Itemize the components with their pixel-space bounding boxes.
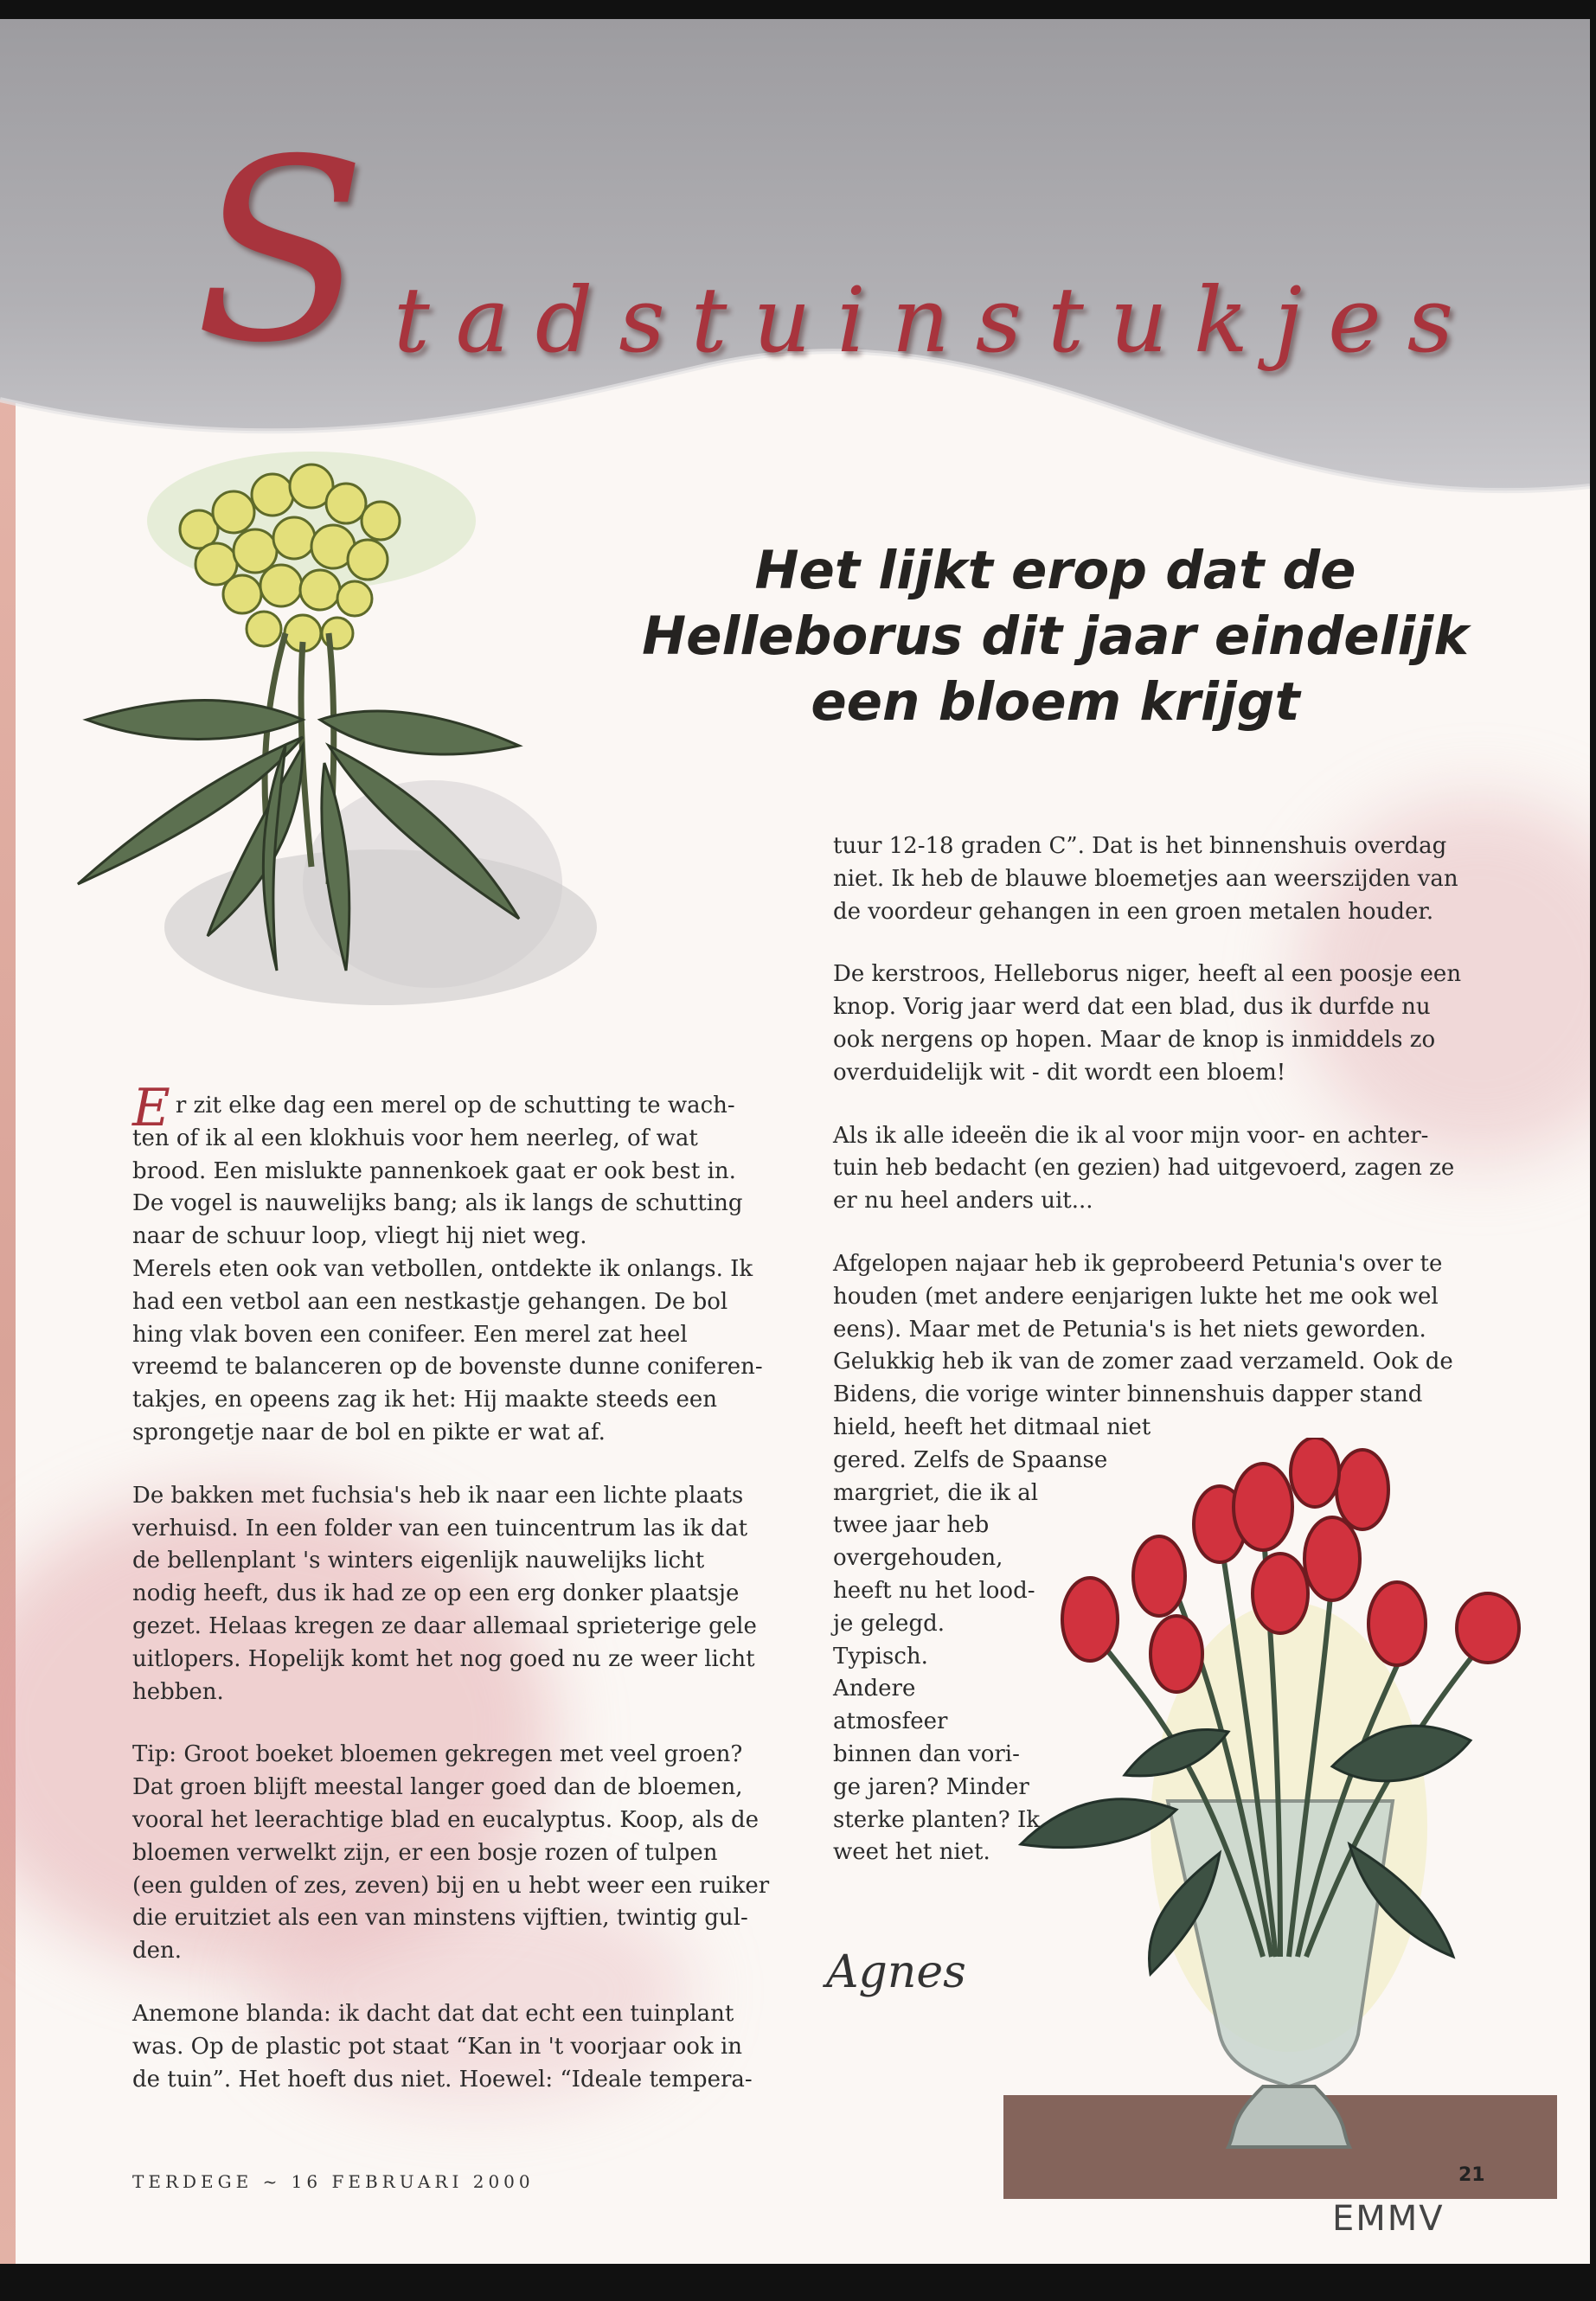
paragraph: Anemone blanda: ik dacht dat dat echt een tuinplant was. Op de plastic pot staat “Kan in 't voorjaar ook in de tuin”. Het hoeft dus niet. Hoewel: “Ideale tempera-	[132, 2000, 753, 2093]
page-number: 21	[1458, 2164, 1485, 2186]
author-signature: Agnes	[826, 1946, 966, 1998]
paragraph: Afgelopen najaar heb ik geprobeerd Petunia's over te houden (met andere eenjarigen lukte het me ook wel eens). Maar met de Petunia's is het niets geworden. Gelukkig heb ik van de zomer zaad verzameld. Ook de Bidens, die vorige winter binnenshuis dapper stand hield, heeft het ditmaal niet gered. Zelfs de Spaanse margriet, die ik al twee jaar heb overgehouden, heeft nu het lood- je gelegd. Typisch. Andere atmosfeer binnen dan vori- ge jaren? Minder sterke planten? Ik weet het niet.	[833, 1250, 1453, 1866]
paragraph	[132, 1078, 790, 1450]
paragraph: De bakken met fuchsia's heb ik naar een lichte plaats verhuisd. In een folder van een tuincentrum las ik dat de bellenplant 's winters eigenlijk nauwelijks licht nodig heeft, dus ik had ze op een erg donker plaatsje gezet. Helaas kregen ze daar allemaal sprieterige gele uitlopers. Hopelijk komt het nog goed nu ze weer licht hebben.	[132, 1482, 757, 1705]
paragraph-text: r zit elke dag een merel op de schutting te wach- ten of ik al een klokhuis voor hem neerleg, of wat brood. Een mislukte pannenkoek gaat er ook best in. De vogel is nauwelijks bang; als ik langs de schutting naar de schuur loop, vliegt hij niet weg. Merels eten ook van vetbollen, ontdekte ik onlangs. Ik had een vetbol aan een nestkastje gehangen. De bol hing vlak boven een conifeer. Een merel zat heel vreemd te balanceren op de bovenste dunne coniferen- takjes, en opeens zag ik het: Hij maakte steeds een sprongetje naar de bol en pikte er wat af.	[132, 1093, 763, 1445]
footer-publication: TERDEGE ~ 16 FEBRUARI 2000	[132, 2171, 535, 2192]
tulips-illustration	[1003, 1438, 1557, 2216]
helleborus-illustration	[69, 434, 623, 1057]
title-initial: S	[195, 106, 358, 398]
paragraph: Als ik alle ideeën die ik al voor mijn voor- en achter- tuin heb bedacht (en gezien) had uitgevoerd, zagen ze er nu heel anders uit...	[833, 1122, 1455, 1215]
title-rest: tadstuinstukjes	[394, 267, 1480, 373]
left-column	[132, 1078, 790, 2126]
magazine-page	[0, 19, 1590, 2264]
drop-cap: E	[132, 1078, 170, 1138]
artist-signature: EMMV	[1332, 2199, 1445, 2239]
paragraph: Tip: Groot boeket bloemen gekregen met veel groen? Dat groen blijft meestal langer goed dan de bloemen, vooral het leerachtige blad en eucalyptus. Koop, als de bloemen verwelkt zijn, er een bosje rozen of tulpen (een gulden of zes, zeven) bij en u hebt weer een ruiker die eruitziet als een van minstens vijftien, twintig gul- den.	[132, 1741, 770, 1965]
paragraph: De kerstroos, Helleborus niger, heeft al een poosje een knop. Vorig jaar werd dat een blad, dus ik durfde nu ook nergens op hopen. Maar de knop is inmiddels zo overduidelijk wit - dit wordt een bloem!	[833, 961, 1462, 1086]
paragraph: tuur 12-18 graden C”. Dat is het binnenshuis overdag niet. Ik heb de blauwe bloemetjes aan weerszijden van de voordeur gehangen in een groen metalen houder.	[833, 833, 1458, 925]
article-headline: Het lijkt erop dat de Helleborus dit jaar eindelijk een bloem krijgt	[642, 540, 1469, 733]
magazine-section-title	[195, 106, 1480, 408]
